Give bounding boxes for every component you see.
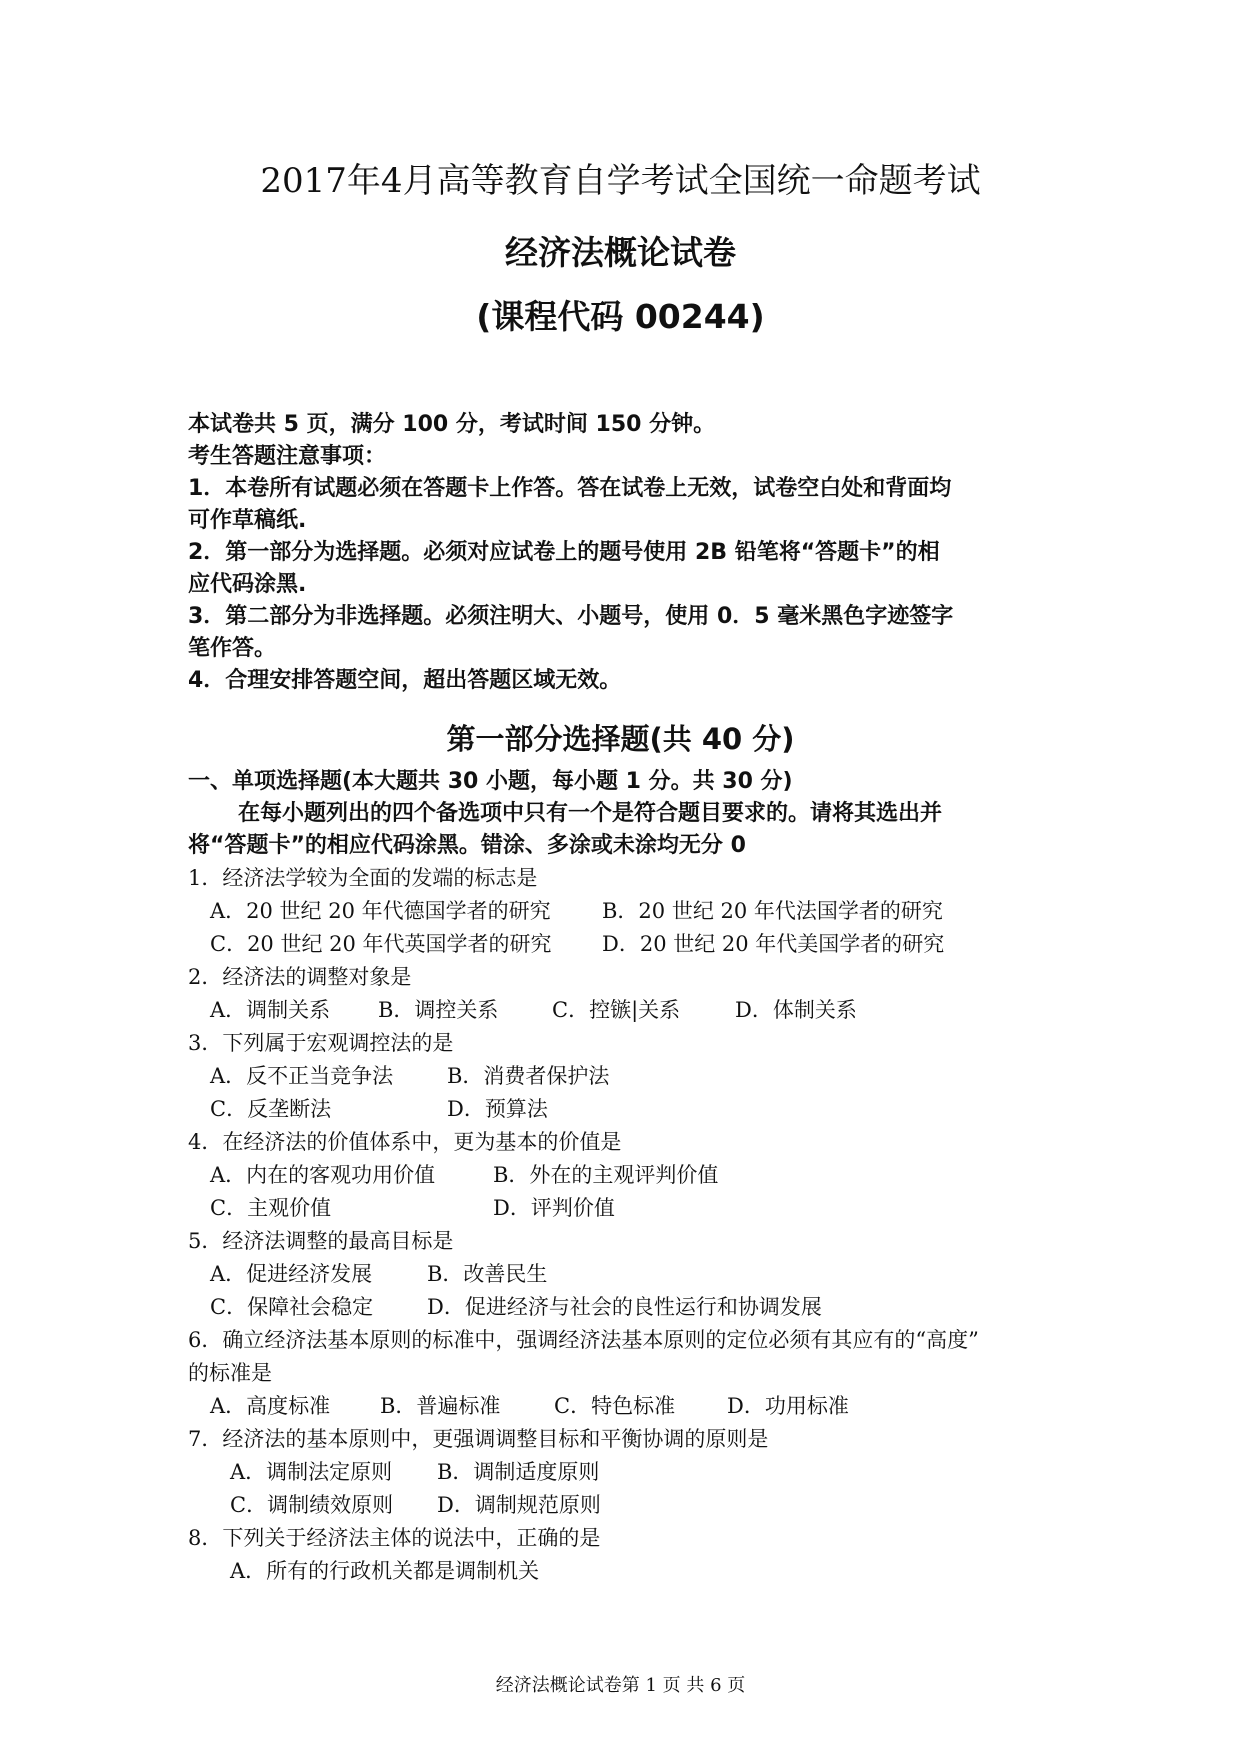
question-option: D．评判价值 [493,1196,615,1220]
question-option: B．外在的主观评判价值 [493,1163,719,1187]
question-stem: 7．经济法的基本原则中，更强调调整目标和平衡协调的原则是 [188,1427,769,1451]
question-option: D．功用标准 [727,1394,849,1418]
question-option: C．特色标准 [554,1394,676,1418]
question-stem: 4．在经济法的价值体系中，更为基本的价值是 [188,1130,622,1154]
question-option: A．调制法定原则 [230,1460,393,1484]
question-option: A．高度标准 [210,1394,331,1418]
question-option: D．预算法 [447,1097,548,1121]
question-option: B．普遍标准 [380,1394,501,1418]
question-option: B．20 世纪 20 年代法国学者的研究 [602,899,943,923]
question-stem: 6．确立经济法基本原则的标准中，强调经济法基本原则的定位必须有其应有的“高度” [188,1328,979,1352]
question-option: C．保障社会稳定 [210,1295,374,1319]
question-option: C．20 世纪 20 年代英国学者的研究 [210,932,552,956]
question-stem: 3．下列属于宏观调控法的是 [188,1031,454,1055]
question-option: D．调制规范原则 [437,1493,601,1517]
notice-line: 3．第二部分为非选择题。必须注明大、小题号，使用 0．5 毫米黑色字迹签字 [188,604,954,629]
question-option: B．消费者保护法 [447,1064,610,1088]
question-option: D．促进经济与社会的良性运行和协调发展 [427,1295,822,1319]
notice-line: 2．第一部分为选择题。必须对应试卷上的题号使用 2B 铅笔将“答题卡”的相 [188,540,940,565]
exam-title: 2017年4月高等教育自学考试全国统一命题考试 [260,161,981,201]
section-directions: 将“答题卡”的相应代码涂黑。错涂、多涂或未涂均无分 0 [188,833,746,858]
section-directions: 在每小题列出的四个备选项中只有一个是符合题目要求的。请将其选出并 [238,801,943,826]
question-option: B．调控关系 [378,998,499,1022]
question-option: C．反垄断法 [210,1097,332,1121]
notice-line: 笔作答。 [188,636,277,661]
question-option: B．改善民生 [427,1262,548,1286]
question-option: D．20 世纪 20 年代美国学者的研究 [602,932,945,956]
question-option: D．体制关系 [735,998,857,1022]
question-option: C．调制绩效原则 [230,1493,394,1517]
notice-line: 4．合理安排答题空间，超出答题区域无效。 [188,668,622,693]
notice-line: 1．本卷所有试题必须在答题卡上作答。答在试卷上无效，试卷空白处和背面均 [188,476,952,501]
question-option: C．控镞|关系 [552,998,681,1022]
section-heading: 一、单项选择题(本大题共 30 小题，每小题 1 分。共 30 分) [188,769,793,794]
notice-line: 可作草稿纸. [188,508,307,533]
question-stem: 1．经济法学较为全面的发端的标志是 [188,866,538,890]
notice-heading: 考生答题注意事项： [188,444,387,469]
notice-line: 应代码涂黑. [188,572,307,597]
question-stem-continued: 的标准是 [188,1361,272,1385]
question-stem: 5．经济法调整的最高目标是 [188,1229,454,1253]
question-stem: 8．下列关于经济法主体的说法中，正确的是 [188,1526,601,1550]
question-option: A．内在的客观功用价值 [210,1163,436,1187]
part-one-title: 第一部分选择题(共 40 分) [446,722,795,756]
question-option: A．20 世纪 20 年代德国学者的研究 [210,899,551,923]
page-footer: 经济法概论试卷第 1 页 共 6 页 [495,1675,746,1696]
question-option: A．促进经济发展 [210,1262,373,1286]
question-option: C．主观价值 [210,1196,332,1220]
question-option: A．所有的行政机关都是调制机关 [230,1559,540,1583]
question-option: B．调制适度原则 [437,1460,600,1484]
question-stem: 2．经济法的调整对象是 [188,965,412,989]
paper-summary: 本试卷共 5 页，满分 100 分，考试时间 150 分钟。 [188,412,716,437]
course-code: (课程代码 00244) [476,297,765,336]
question-option: A．反不正当竞争法 [210,1064,394,1088]
question-option: A．调制关系 [210,998,331,1022]
paper-title: 经济法概论试卷 [505,233,736,272]
